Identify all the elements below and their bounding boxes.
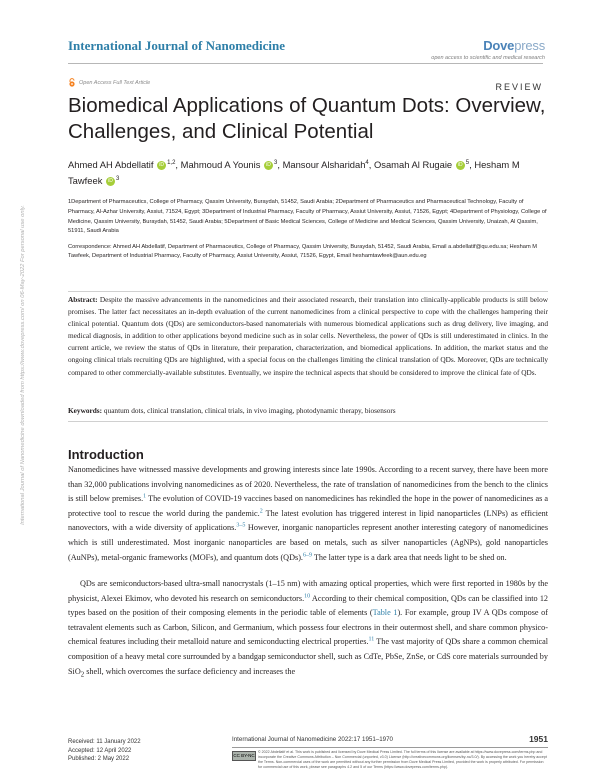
citation-link[interactable]: 3–5 — [236, 522, 246, 529]
intro-paragraph-1 — [68, 463, 548, 565]
side-notice-text: International Journal of Nanomedicine downloaded from https://www.dovepress.com/ on 06-May-2022 For personal use only. — [20, 205, 26, 525]
author-affil-sup: 5 — [465, 159, 470, 166]
text-run: shell, which overcomes the surface deficiency and increases the — [84, 666, 296, 676]
subscript: 2 — [80, 671, 85, 679]
article-title: Biomedical Applications of Quantum Dots: Overview, Challenges, and Clinical Potential — [68, 94, 546, 143]
author-list: Ahmed AH Abdellatif iD $^{1,2}$, Mahmoud A Younis iD $^3$, Mansour Alsharidah$^4$, Osamah Al Rugaie iD $^5$, Hesham M Tawfeek iD $^3$ — [68, 159, 520, 186]
brand-tagline: open access to scientific and medical research — [431, 55, 545, 61]
keywords-label: Keywords: — [68, 406, 103, 415]
citation-link[interactable]: 1 — [143, 493, 147, 500]
affiliations: 1Department of Pharmaceutics, College of Pharmacy, Qassim University, Buraydah, 51452, Saudi Arabia; 2Department of Pharmaceutics and Pharmaceutical Technology, Faculty of Pharmacy, Al-Azhar University, Assiut, 71524, Egypt; 3Department of Industrial Pharmacy, Faculty of Pharmacy, Assiut University, Assiut, 71526, Egypt; 4Department of Physiology, College of Medicine, Qassim University, Buraydah, 51452, Saudi Arabia; 5Department of Basic Medical Sciences, College of Medicine and Medical Sciences, Qassim University, Unaizah, Al Qassim, 51911, Saudi Arabia — [68, 199, 547, 235]
citation-link[interactable]: 6–9 — [302, 551, 312, 558]
open-access-lock-icon — [68, 78, 76, 87]
author-affil-sup: 1,2 — [167, 159, 176, 166]
publication-dates — [68, 738, 141, 764]
author-affil-sup: 4 — [365, 159, 369, 166]
brand-bold: Dove — [483, 38, 515, 53]
journal-name[interactable]: International Journal of Nanomedicine — [68, 38, 286, 53]
section-heading-introduction: Introduction — [68, 447, 144, 462]
download-side-notice — [14, 155, 32, 575]
author-name[interactable]: Mansour Alsharidah — [282, 159, 366, 170]
dovepress-logo[interactable] — [483, 38, 545, 53]
keywords — [68, 406, 548, 415]
abstract-label: Abstract: — [68, 295, 98, 304]
author-name[interactable]: Hesham M Tawfeek — [68, 159, 520, 186]
intro-paragraph-2 — [68, 577, 548, 683]
header-divider — [68, 63, 543, 64]
article-type: REVIEW — [495, 82, 543, 92]
abstract — [68, 294, 548, 379]
page-number: 1951 — [529, 734, 548, 744]
copyright-notice: © 2022 Abdellatif et al. This work is published and licensed by Dove Medical Press Limited. The full terms of this license are available at https://www.dovepress.com/terms.php and incorporate the Creative Commons Attribution – Non Commercial (unported, v3.0) License (http://creativecommons.org/licenses/by-nc/3.0/). By accessing the work you hereby accept the Terms. Non-commercial uses of the work are permitted without any further permission from Dove Medical Press Limited, provided the work is properly attributed. For permission for commercial use of this work, please see paragraphs 4.2 and 5 of our Terms (https://www.dovepress.com/terms.php). — [258, 750, 547, 769]
orcid-icon[interactable]: iD — [264, 161, 273, 170]
citation-link[interactable]: 10 — [304, 592, 311, 599]
abstract-text: Despite the massive advancements in the nanomedicines and their associated research, their translation into clinically-applicable products is still below promises. The latter fact necessitates an in-depth evaluation of the current nanomedicines from a clinical perspective to cope with the challenges hampering their clinical potential. Quantum dots (QDs) are semiconductors-based nanomaterials with numerous biomedical applications such as drug delivery, live imaging, and medical diagnosis, in addition to other applications beyond medicine such as in solar cells. Nevertheless, the power of QDs is still underestimated in clinics. In the current article, we review the status of QDs in literature, their preparation, characterization, and biomedical applications. In addition, the market status and the ongoing clinical trials recruiting QDs are highlighted, with a special focus on the challenges limiting the clinical translation of QDs. Moreover, QDs are technically compared to other commercially-available substitutes. Eventually, we inspire the technical aspects that should be considered to improve the clinical fate of QDs. — [68, 295, 548, 377]
author-affil-sup: 3 — [116, 175, 120, 182]
text-run: QDs are semiconductors-based ultra-small nanocrystals (1–15 nm) with amazing optical properties, which were first reported in 1980s by the physicist, Alexei Ekimov, who devoted his research on semiconductors. — [68, 579, 548, 603]
cc-license-badge[interactable]: CC BY-NC — [232, 751, 256, 761]
text-run: The latter type is a dark area that needs light to be shed on. — [311, 552, 507, 562]
author-name[interactable]: Osamah Al Rugaie — [373, 159, 453, 170]
brand-light: press — [514, 38, 545, 53]
text-run: However, inorganic nanoparticles represent another interesting category of nanomedicines which is still underestimated. Most inorganic nanoparticles are based on metals, such as silver nanoparticles (AgNPs), gold nanoparticles (AuNPs), metal-organic frameworks (MOFs), and quantum dots (QDs). — [68, 523, 548, 562]
footer-citation[interactable]: International Journal of Nanomedicine 2022:17 1951–1970 — [232, 736, 393, 743]
text-run: ). For example, group IV A QDs compose of tetravalent elements such as Carbon, Silicon, and Germanium, which possess four electrons in their outermost shell, and share common physico-chemical features including their metalloid nature and semiconducting electrical properties. — [68, 608, 548, 647]
orcid-icon[interactable]: iD — [456, 161, 465, 170]
orcid-icon[interactable]: iD — [106, 177, 115, 186]
keywords-text: quantum dots, clinical translation, clinical trials, in vivo imaging, photodynamic therapy, biosensors — [103, 406, 396, 415]
author-name[interactable]: Mahmoud A Younis — [180, 159, 261, 170]
correspondence: Correspondence: Ahmed AH Abdellatif, Department of Pharmaceutics, College of Pharmacy, Qassim University, Buraydah, 51452, Saudi Arabia, Email a.abdellatif@qu.edu.sa; Hesham M Tawfeek, Department of Industrial Pharmacy, Faculty of Pharmacy, Assiut University, Assiut, 71526, Egypt, Email heshamtawfeek@aun.edu.eg — [68, 244, 538, 260]
table-1-link[interactable]: Table 1 — [372, 608, 398, 618]
text-run: Nanomedicines have witnessed massive developments and growing interests since late 1990s. According to a recent survey, there have been more than 32,000 publications involving nanomedicines as of 2020. Nevertheless, the rate of translation of nanomedicines from the bench to the clinics is still below premises. — [68, 465, 548, 504]
open-access-label: Open Access Full Text Article — [79, 80, 151, 86]
text-run: According to their chemical composition, QDs can be classified into 12 types based on the position of their composing elements in the periodic table of elements ( — [68, 593, 549, 618]
citation-link[interactable]: 2 — [259, 508, 263, 515]
orcid-icon[interactable]: iD — [157, 161, 166, 170]
received-date: Received: 11 January 2022 — [68, 739, 141, 745]
author-affil-sup: 3 — [274, 159, 278, 166]
text-run: The vast majority of QDs share a common chemical composition of a heavy metal core surrounded by a bandgap semiconductor shell, such as CdTe, PbSe, ZnSe, or CdS core materials surrounded by SiO — [68, 637, 549, 676]
author-name[interactable]: Ahmed AH Abdellatif — [68, 159, 154, 170]
published-date: Published: 2 May 2022 — [68, 756, 130, 763]
footer-divider — [232, 747, 548, 748]
accepted-date: Accepted: 12 April 2022 — [68, 747, 132, 754]
citation-link[interactable]: 11 — [368, 636, 375, 643]
text-run: The latest evolution has triggered interest in lipid nanoparticles (LNPs) as efficient nanovectors, with a wide diversity of applications. — [68, 508, 548, 533]
text-run: The evolution of COVID-19 vaccines based on nanomedicines has rekindled the hope in the power of nanomedicines as a protective tool to rescue the world during the pandemic. — [68, 494, 548, 518]
